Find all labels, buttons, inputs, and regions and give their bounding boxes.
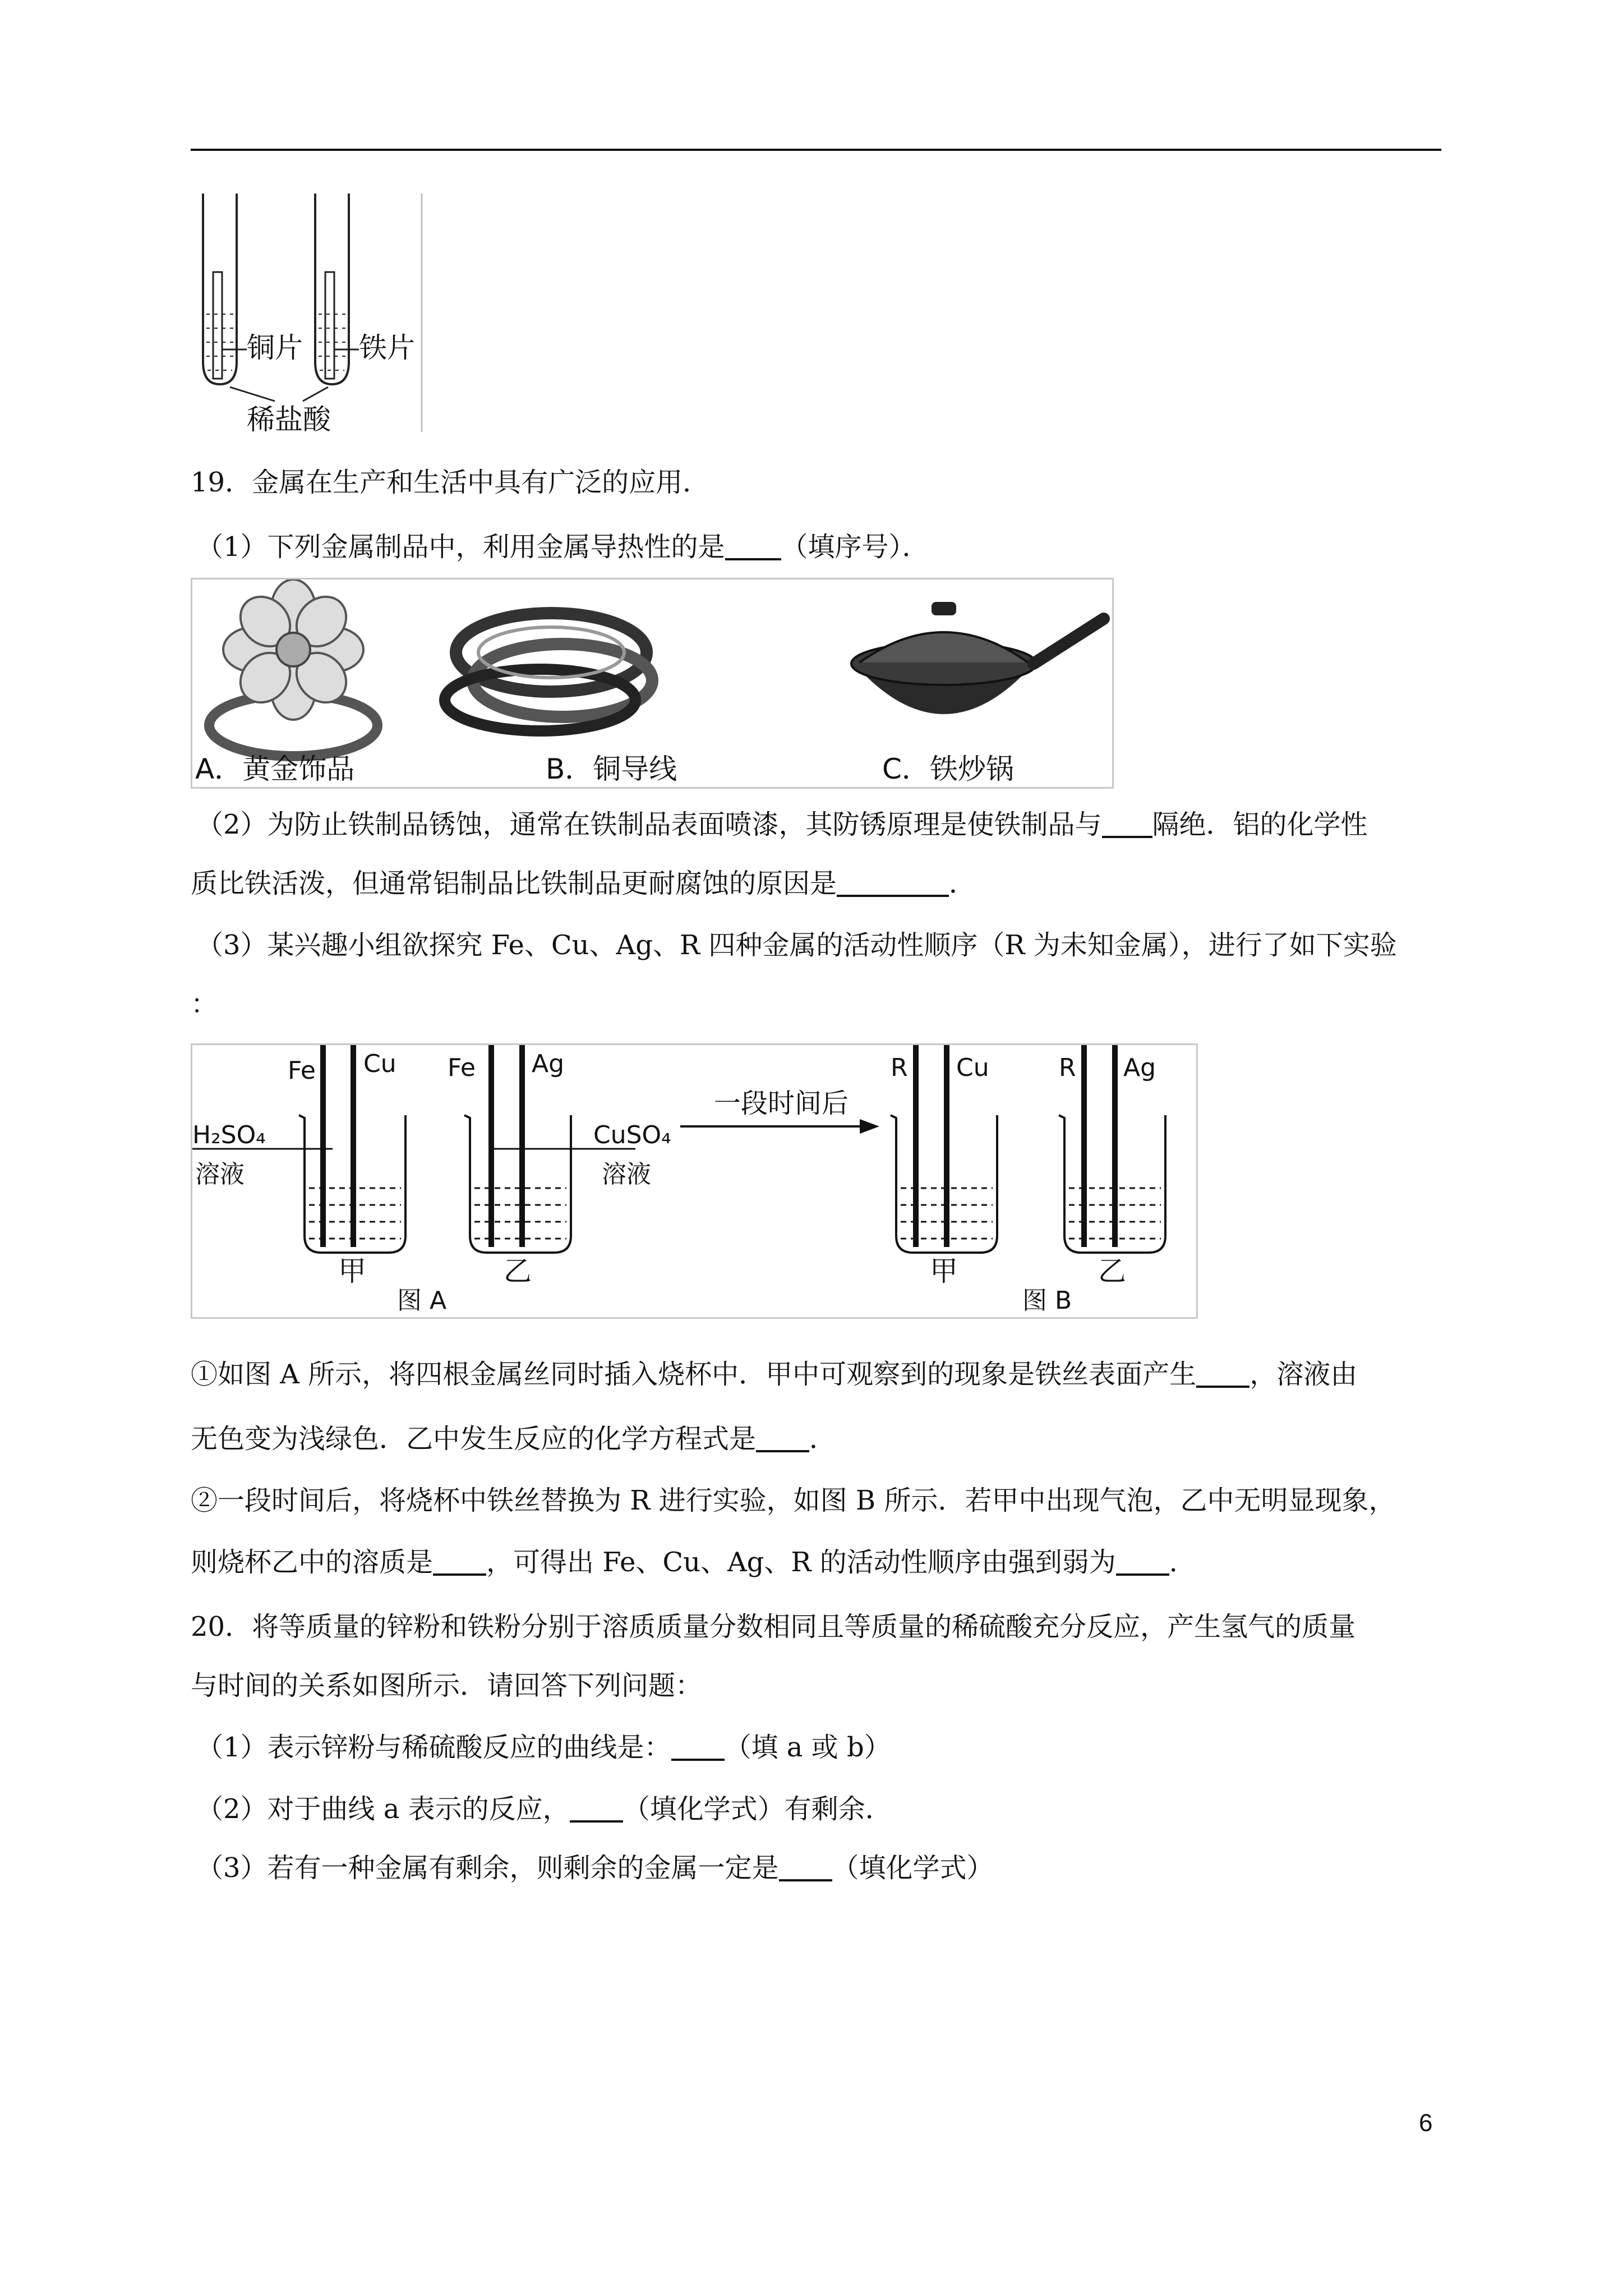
q20-part2-text: （2）对于曲线 a 表示的反应， [196, 1793, 570, 1825]
label-r: R [1059, 1053, 1076, 1082]
q20-line1: 20．将等质量的锌粉和铁粉分别于溶质质量分数相同且等质量的稀硫酸充分反应，产生氢气的质量 [191, 1611, 1356, 1642]
q19-part3-line1: （3）某兴趣小组欲探究 Fe、Cu、Ag、R 四种金属的活动性顺序（R 为未知金属），进行了如下实验 [196, 930, 1397, 961]
q19-part3-line2: ： [191, 988, 218, 1020]
product-b-label: B．铜导线 [546, 753, 677, 785]
label-yi: 乙 [1098, 1255, 1126, 1287]
header-rule [191, 149, 1441, 151]
ag-wire [519, 1045, 525, 1247]
answer-blank[interactable] [725, 533, 781, 560]
q19-sub2-line1: ②一段时间后，将烧杯中铁丝替换为 R 进行实验，如图 B 所示．若甲中出现气泡，乙中无明显现象， [191, 1485, 1396, 1516]
label-cu: Cu [363, 1050, 396, 1078]
q19-part1-tail: （填序号）． [781, 531, 929, 563]
q19-part2-line1 [196, 808, 1368, 841]
answer-blank[interactable] [1116, 1549, 1169, 1576]
answer-blank[interactable] [570, 1796, 623, 1823]
q19-part2-tail: 隔绝．铝的化学性 [1152, 809, 1368, 840]
arrow-head [860, 1119, 879, 1134]
test-tube-diagram [191, 194, 426, 432]
q20-part1 [196, 1731, 891, 1764]
fe-wire [320, 1045, 326, 1247]
label-figure-a: 图 A [397, 1286, 447, 1315]
page-number: 6 [1419, 2109, 1433, 2137]
label-r: R [891, 1053, 908, 1082]
q20-part3 [196, 1851, 994, 1885]
q20-part1-tail: （填 a 或 b） [724, 1732, 891, 1763]
answer-blank[interactable] [779, 1855, 832, 1881]
metal-products-figure [191, 578, 1114, 789]
label-iron: 铁片 [359, 332, 415, 364]
answer-blank[interactable] [1102, 811, 1152, 838]
q20-part2-tail: （填化学式）有剩余． [623, 1793, 892, 1825]
q19-sub1-line2 [191, 1422, 836, 1456]
label-cu: Cu [956, 1053, 989, 1082]
answer-blank[interactable] [1196, 1361, 1249, 1388]
answer-blank[interactable] [756, 1425, 809, 1452]
label-ag: Ag [1123, 1053, 1156, 1082]
q19-sub1-line1 [191, 1358, 1357, 1391]
beaker-a-yi [464, 1115, 571, 1253]
q20-part3-text: （3）若有一种金属有剩余，则剩余的金属一定是 [196, 1852, 779, 1884]
label-cuso4: CuSO₄ [593, 1121, 671, 1149]
q19-part2-tail2: ． [949, 868, 976, 899]
q20-part1-text: （1）表示锌粉与稀硫酸反应的曲线是： [196, 1732, 671, 1763]
test-tube-figure [191, 194, 426, 432]
q19-part2-text2: 质比铁活泼，但通常铝制品比铁制品更耐腐蚀的原因是 [191, 868, 837, 899]
label-after-time: 一段时间后 [714, 1088, 849, 1119]
q20-line2: 与时间的关系如图所示．请回答下列问题： [191, 1670, 703, 1701]
q19-sub1-tail: ，溶液由 [1249, 1359, 1358, 1390]
q20-part2 [196, 1792, 892, 1826]
cu-wire [944, 1045, 949, 1247]
iron-wok-image [851, 602, 1104, 714]
label-copper: 铜片 [247, 332, 303, 364]
answer-blank[interactable] [671, 1734, 725, 1761]
q19-sub2-tail: ． [1169, 1547, 1196, 1578]
q19-part2-text: （2）为防止铁制品锈蚀，通常在铁制品表面喷漆，其防锈原理是使铁制品与 [196, 809, 1102, 840]
label-acid: 稀盐酸 [247, 403, 331, 432]
label-yi: 乙 [504, 1255, 532, 1287]
answer-blank[interactable] [837, 870, 949, 897]
beaker-experiment-figure [191, 1043, 1198, 1319]
fe-wire [488, 1045, 494, 1247]
iron-strip [325, 272, 334, 379]
cu-wire [351, 1045, 356, 1247]
q19-part2-line2 [191, 867, 976, 900]
label-ag: Ag [532, 1050, 565, 1078]
r-wire [913, 1045, 919, 1247]
q19-sub1-text: ①如图 A 所示，将四根金属丝同时插入烧杯中．甲中可观察到的现象是铁丝表面产生 [191, 1359, 1197, 1390]
q20-part3-tail: （填化学式） [832, 1852, 994, 1884]
answer-blank[interactable] [433, 1549, 486, 1576]
q19-sub2-mid: ，可得出 Fe、Cu、Ag、R 的活动性顺序由强到弱为 [486, 1547, 1116, 1578]
ag-wire [1112, 1045, 1118, 1247]
gold-ring-image [209, 579, 377, 756]
beaker-diagram [192, 1045, 1196, 1317]
q19-part1-text: （1）下列金属制品中，利用金属导热性的是 [196, 531, 725, 563]
q19-sub1-text2: 无色变为浅绿色．乙中发生反应的化学方程式是 [191, 1423, 757, 1455]
q19-sub2-text: 则烧杯乙中的溶质是 [191, 1547, 434, 1578]
label-jia: 甲 [338, 1255, 366, 1287]
q19-part1 [196, 530, 929, 564]
q19-sub2-line2 [191, 1545, 1196, 1579]
r-wire [1081, 1045, 1087, 1247]
label-solution: 溶液 [195, 1160, 245, 1189]
product-a-label: A．黄金饰品 [195, 753, 355, 785]
label-jia: 甲 [930, 1255, 958, 1287]
copper-strip [213, 272, 222, 379]
label-fe: Fe [448, 1053, 476, 1082]
q19-sub1-tail2: ． [809, 1423, 837, 1455]
label-h2so4: H₂SO₄ [192, 1121, 266, 1149]
label-figure-b: 图 B [1022, 1286, 1072, 1315]
metal-products-illustration [192, 579, 1112, 787]
label-solution: 溶液 [602, 1160, 651, 1189]
copper-wire-image [445, 613, 652, 731]
q19-title: 19．金属在生产和生活中具有广泛的应用． [191, 467, 710, 498]
label-fe: Fe [288, 1056, 316, 1085]
product-c-label: C．铁炒锅 [882, 753, 1014, 785]
